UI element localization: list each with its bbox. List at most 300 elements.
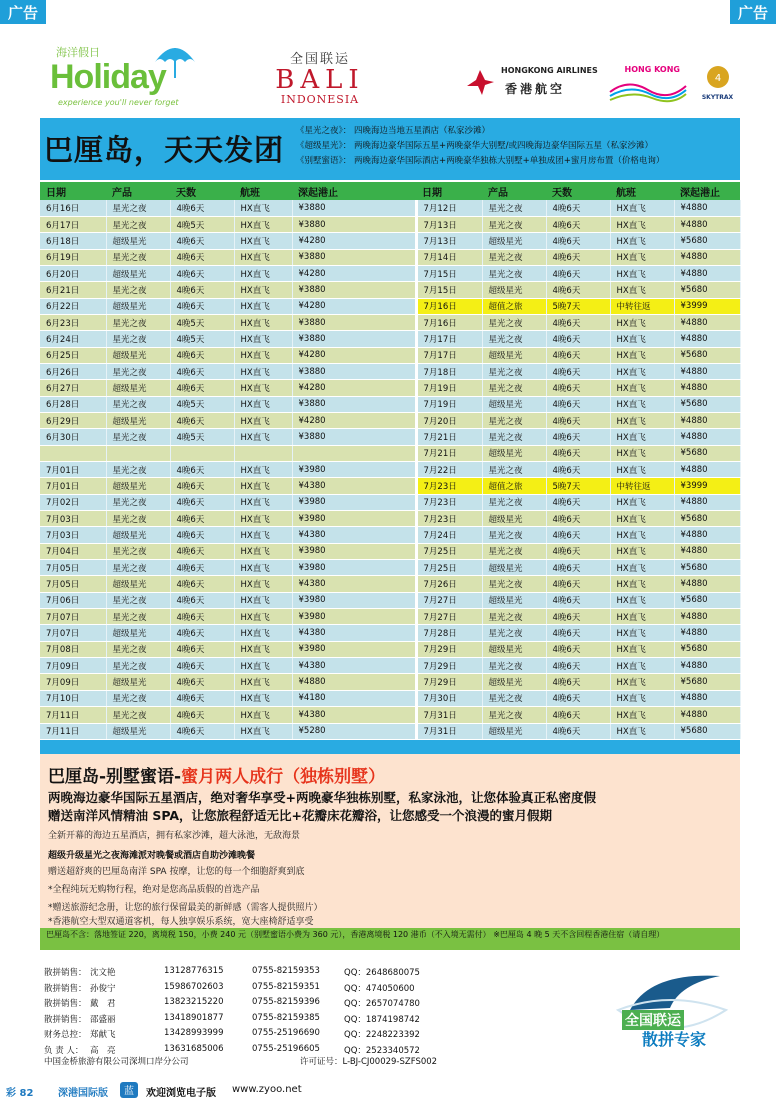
- table-body: [40, 200, 740, 739]
- table-cell: HX直飞: [234, 625, 292, 641]
- table-row: [40, 543, 740, 559]
- table-cell: 4晚6天: [546, 494, 610, 510]
- table-cell: 7月30日: [416, 690, 482, 706]
- table-cell: 星光之夜: [106, 216, 170, 232]
- table-cell: 4晚6天: [546, 380, 610, 396]
- table-cell: 7月25日: [416, 560, 482, 576]
- logo-strip: [40, 36, 740, 112]
- table-cell: HX直飞: [610, 462, 674, 478]
- contact-row: [44, 1028, 604, 1044]
- table-cell: 4晚6天: [170, 282, 234, 298]
- contact-field: 13631685006: [164, 1043, 224, 1054]
- table-cell: HX直飞: [234, 331, 292, 347]
- note-starlight: 《星光之夜》： 四晚海边当地五星酒店（私家沙滩）: [296, 126, 490, 136]
- table-cell: ¥3880: [292, 331, 416, 347]
- table-cell: 4晚6天: [170, 707, 234, 723]
- table-cell: 4晚6天: [546, 543, 610, 559]
- stamp-line-2: 散拼专家: [642, 1030, 707, 1049]
- table-cell: 4晚5天: [170, 396, 234, 412]
- table-cell: 星光之夜: [482, 265, 546, 281]
- contact-field: 0755-25196690: [252, 1028, 320, 1038]
- contact-field: QQ：2523340572: [344, 1045, 420, 1056]
- table-cell: 星光之夜: [482, 331, 546, 347]
- table-row: [40, 576, 740, 592]
- table-row: [40, 462, 740, 478]
- table-cell: 4晚6天: [170, 576, 234, 592]
- table-cell: 超级星光: [106, 723, 170, 739]
- footer: [0, 1081, 776, 1100]
- table-cell: 星光之夜: [106, 511, 170, 527]
- table-cell: 星光之夜: [482, 658, 546, 674]
- table-cell: 6月17日: [40, 216, 106, 232]
- table-cell: 星光之夜: [106, 592, 170, 608]
- column-header: 日期: [40, 182, 106, 200]
- note-super: 《超级星光》： 两晚海边豪华国际五星+两晚豪华大别墅/或四晚海边豪华国际五星（私家沙滩）: [296, 141, 653, 151]
- table-cell: 4晚5天: [170, 314, 234, 330]
- table-cell: 7月05日: [40, 576, 106, 592]
- table-cell: ¥4880: [674, 200, 740, 216]
- promo-line-2: 赠送南洋风情精油 SPA，让您旅程舒适无比+花瓣床花瓣浴，让您感受一个浪漫的蜜月假期: [48, 808, 553, 823]
- table-cell: 7月09日: [40, 658, 106, 674]
- table-cell: 4晚6天: [546, 282, 610, 298]
- hka-english: HONGKONG AIRLINES: [501, 66, 598, 75]
- table-cell: ¥5680: [674, 445, 740, 461]
- table-cell: 超级星光: [106, 347, 170, 363]
- table-cell: HX直飞: [610, 314, 674, 330]
- table-cell: HX直飞: [610, 592, 674, 608]
- contact-field: 财务总控：: [44, 1030, 87, 1040]
- table-cell: ¥4880: [674, 494, 740, 510]
- table-cell: 星光之夜: [106, 560, 170, 576]
- contact-field: QQ：2648680075: [344, 968, 420, 978]
- table-cell: 星光之夜: [482, 249, 546, 265]
- table-cell: HX直飞: [610, 249, 674, 265]
- table-cell: 7月23日: [416, 511, 482, 527]
- table-cell: 5晚7天: [546, 478, 610, 494]
- table-cell: 4晚5天: [170, 429, 234, 445]
- table-cell: 7月29日: [416, 658, 482, 674]
- table-cell: 4晚6天: [170, 478, 234, 494]
- contact-field: 散拼销售：: [44, 968, 87, 978]
- table-cell: HX直飞: [610, 233, 674, 249]
- table-cell: 星光之夜: [482, 200, 546, 216]
- table-cell: HX直飞: [234, 462, 292, 478]
- table-cell: 星光之夜: [106, 494, 170, 510]
- table-cell: 4晚6天: [170, 625, 234, 641]
- table-cell: HX直飞: [234, 200, 292, 216]
- table-cell: 7月08日: [40, 641, 106, 657]
- contact-field: 孙俊宁: [90, 983, 116, 994]
- table-row: [40, 707, 740, 723]
- table-cell: HX直飞: [234, 298, 292, 314]
- table-cell: 7月29日: [416, 674, 482, 690]
- table-cell: 6月19日: [40, 249, 106, 265]
- contact-field: 散拼销售：: [44, 1014, 87, 1025]
- table-cell: 7月21日: [416, 429, 482, 445]
- table-cell: 星光之夜: [106, 707, 170, 723]
- table-cell: HX直飞: [610, 625, 674, 641]
- table-cell: ¥5680: [674, 282, 740, 298]
- table-cell: 星光之夜: [106, 609, 170, 625]
- table-cell: [106, 445, 170, 461]
- table-cell: ¥4880: [674, 265, 740, 281]
- table-cell: 4晚6天: [546, 396, 610, 412]
- ad-tag-left: 广告: [0, 0, 46, 24]
- table-cell: 4晚6天: [546, 690, 610, 706]
- table-cell: 4晚6天: [546, 216, 610, 232]
- table-cell: 6月27日: [40, 380, 106, 396]
- table-cell: 7月27日: [416, 592, 482, 608]
- table-cell: 7月21日: [416, 445, 482, 461]
- table-cell: ¥3880: [292, 429, 416, 445]
- table-cell: ¥3880: [292, 200, 416, 216]
- table-cell: 星光之夜: [482, 363, 546, 379]
- table-cell: HX直飞: [234, 363, 292, 379]
- table-cell: ¥5680: [674, 396, 740, 412]
- table-cell: 5晚7天: [546, 298, 610, 314]
- table-cell: 7月27日: [416, 609, 482, 625]
- table-cell: 7月16日: [416, 314, 482, 330]
- table-cell: 4晚6天: [546, 200, 610, 216]
- table-cell: 4晚6天: [170, 200, 234, 216]
- table-cell: 4晚6天: [170, 658, 234, 674]
- bali-zh: 全国联运: [289, 52, 350, 67]
- table-cell: HX直飞: [234, 511, 292, 527]
- column-header: 产品: [106, 182, 170, 200]
- table-cell: 4晚6天: [170, 543, 234, 559]
- table-cell: ¥4380: [292, 658, 416, 674]
- brand-hongkong-logo: [608, 66, 688, 106]
- contact-field: 15986702603: [164, 981, 224, 992]
- column-header: 航班: [234, 182, 292, 200]
- table-cell: HX直飞: [610, 282, 674, 298]
- table-cell: ¥4280: [292, 412, 416, 428]
- table-cell: 星光之夜: [106, 396, 170, 412]
- table-cell: 星光之夜: [482, 462, 546, 478]
- table-cell: HX直飞: [234, 592, 292, 608]
- banner-title: 巴厘岛，天天发团: [44, 133, 285, 167]
- schedule-table: [40, 182, 741, 740]
- table-cell: 7月13日: [416, 233, 482, 249]
- table-cell: HX直飞: [610, 265, 674, 281]
- table-cell: 4晚6天: [546, 723, 610, 739]
- table-cell: 星光之夜: [106, 641, 170, 657]
- table-cell: 4晚5天: [170, 216, 234, 232]
- table-cell: 7月19日: [416, 396, 482, 412]
- table-cell: HX直飞: [234, 429, 292, 445]
- table-cell: 7月13日: [416, 216, 482, 232]
- table-cell: 4晚6天: [170, 462, 234, 478]
- table-row: [40, 445, 740, 461]
- promo-heading-b: 蜜月两人成行（独栋别墅）: [181, 767, 386, 787]
- table-cell: ¥4880: [674, 576, 740, 592]
- table-cell: [40, 445, 106, 461]
- table-cell: 超级星光: [106, 674, 170, 690]
- table-cell: 7月03日: [40, 527, 106, 543]
- table-cell: 7月05日: [40, 560, 106, 576]
- table-cell: HX直飞: [610, 707, 674, 723]
- table-cell: 4晚6天: [170, 347, 234, 363]
- table-cell: 超级星光: [482, 511, 546, 527]
- table-cell: 7月11日: [40, 723, 106, 739]
- table-row: [40, 412, 740, 428]
- table-row: [40, 249, 740, 265]
- table-cell: ¥5680: [674, 347, 740, 363]
- table-cell: 超级星光: [106, 625, 170, 641]
- table-cell: ¥3980: [292, 462, 416, 478]
- table-cell: 7月07日: [40, 625, 106, 641]
- table-cell: 星光之夜: [482, 707, 546, 723]
- table-row: [40, 298, 740, 314]
- table-cell: 4晚6天: [170, 723, 234, 739]
- contact-field: QQ：2248223392: [344, 1030, 420, 1040]
- table-cell: HX直飞: [234, 658, 292, 674]
- table-cell: 星光之夜: [482, 625, 546, 641]
- table-row: [40, 690, 740, 706]
- table-cell: ¥4880: [674, 429, 740, 445]
- table-cell: 4晚6天: [170, 494, 234, 510]
- table-cell: HX直飞: [610, 331, 674, 347]
- svg-text:4: 4: [714, 73, 721, 84]
- contact-field: QQ：474050600: [344, 983, 415, 994]
- promo-sub-4: *全程纯玩无购物行程，绝对是您高品质假的首选产品: [48, 885, 260, 895]
- table-cell: ¥3980: [292, 560, 416, 576]
- table-cell: HX直飞: [234, 609, 292, 625]
- table-cell: 4晚6天: [546, 592, 610, 608]
- table-cell: 7月01日: [40, 462, 106, 478]
- contact-field: 沈文艳: [90, 968, 116, 978]
- contact-field: QQ：2657074780: [344, 999, 420, 1009]
- column-header: 深起港止: [292, 182, 416, 200]
- table-cell: ¥4880: [674, 363, 740, 379]
- table-cell: 4晚6天: [546, 347, 610, 363]
- column-header: 日期: [416, 182, 482, 200]
- column-header: 天数: [546, 182, 610, 200]
- promo-sub-2: 超级升级星光之夜海滩派对晚餐或酒店自助沙滩晚餐: [48, 851, 256, 861]
- table-cell: 星光之夜: [482, 527, 546, 543]
- contact-field: 邵盛丽: [90, 1014, 116, 1025]
- table-cell: ¥4880: [674, 249, 740, 265]
- table-row: [40, 347, 740, 363]
- contact-row: [44, 1013, 604, 1029]
- banner: [40, 118, 740, 180]
- table-cell: 7月01日: [40, 478, 106, 494]
- table-cell: HX直飞: [610, 347, 674, 363]
- product-notes: [296, 124, 664, 169]
- bali-wordmark: BALI: [275, 65, 365, 95]
- table-cell: ¥5680: [674, 511, 740, 527]
- table-cell: 4晚6天: [170, 641, 234, 657]
- table-cell: ¥5680: [674, 233, 740, 249]
- table-cell: HX直飞: [234, 478, 292, 494]
- table-cell: HX直飞: [610, 658, 674, 674]
- table-cell: 4晚6天: [546, 233, 610, 249]
- table-cell: 7月22日: [416, 462, 482, 478]
- table-cell: 7月11日: [40, 707, 106, 723]
- column-header: 产品: [482, 182, 546, 200]
- note-villa: 《别墅蜜语》： 两晚海边豪华国际酒店+两晚豪华独栋大别墅+单独成团+蜜月房布置（价格电询）: [296, 156, 665, 166]
- table-cell: HX直飞: [610, 609, 674, 625]
- table-cell: 超级星光: [106, 576, 170, 592]
- table-cell: ¥4280: [292, 380, 416, 396]
- table-cell: 超级星光: [106, 233, 170, 249]
- table-cell: 星光之夜: [482, 543, 546, 559]
- table-cell: HX直飞: [610, 445, 674, 461]
- table-cell: ¥4880: [674, 462, 740, 478]
- promo-sub-5: *赠送旅游纪念册，让您的旅行保留最美的新鲜感（需客人提供照片）: [48, 903, 323, 913]
- table-cell: ¥4880: [674, 543, 740, 559]
- table-cell: HX直飞: [610, 511, 674, 527]
- table-cell: HX直飞: [610, 576, 674, 592]
- table-cell: ¥3880: [292, 363, 416, 379]
- table-cell: 超级星光: [482, 445, 546, 461]
- column-header: 深起港止: [674, 182, 740, 200]
- table-cell: 7月06日: [40, 592, 106, 608]
- table-cell: 4晚6天: [170, 233, 234, 249]
- table-cell: HX直飞: [234, 233, 292, 249]
- table-cell: 星光之夜: [482, 216, 546, 232]
- table-cell: 超值之旅: [482, 298, 546, 314]
- table-cell: HX直飞: [234, 527, 292, 543]
- table-row: [40, 592, 740, 608]
- table-cell: ¥4380: [292, 707, 416, 723]
- table-cell: 4晚6天: [546, 249, 610, 265]
- promo-sub-6: *香港航空大型双通道客机，每人独享娱乐系统，宽大座椅舒适享受: [48, 917, 314, 927]
- holiday-tagline: experience you'll never forget: [58, 98, 179, 107]
- table-cell: ¥4880: [674, 609, 740, 625]
- table-cell: HX直飞: [234, 249, 292, 265]
- table-cell: 7月29日: [416, 641, 482, 657]
- table-cell: 4晚6天: [546, 412, 610, 428]
- table-cell: HX直飞: [234, 641, 292, 657]
- table-cell: ¥4280: [292, 265, 416, 281]
- table-cell: 7月12日: [416, 200, 482, 216]
- table-cell: ¥5280: [292, 723, 416, 739]
- table-cell: 超值之旅: [482, 478, 546, 494]
- hka-bauhinia-icon: [465, 68, 495, 96]
- holiday-logo: [50, 40, 200, 112]
- table-cell: HX直飞: [234, 674, 292, 690]
- table-cell: 中转往返: [610, 298, 674, 314]
- contact-row: [44, 966, 604, 982]
- table-cell: 6月28日: [40, 396, 106, 412]
- table-cell: 6月25日: [40, 347, 106, 363]
- table-cell: ¥3880: [292, 396, 416, 412]
- contact-field: 13128776315: [164, 966, 224, 976]
- table-cell: 4晚6天: [546, 674, 610, 690]
- table-row: [40, 641, 740, 657]
- table-cell: 星光之夜: [482, 412, 546, 428]
- table-cell: 7月26日: [416, 576, 482, 592]
- contact-field: 0755-82159353: [252, 966, 320, 976]
- table-row: [40, 380, 740, 396]
- table-cell: 4晚6天: [546, 560, 610, 576]
- table-cell: ¥3980: [292, 511, 416, 527]
- promo-sub-3: 赠送超舒爽的巴厘岛南洋 SPA 按摩，让您的每一个细胞舒爽到底: [48, 867, 305, 877]
- table-cell: 4晚6天: [546, 641, 610, 657]
- license-number: 许可证号：L-BJ-CJ00029-SZFS002: [300, 1057, 438, 1067]
- bali-logo: [245, 48, 395, 108]
- table-cell: 4晚6天: [546, 658, 610, 674]
- table-cell: 超级星光: [482, 396, 546, 412]
- table-cell: 7月23日: [416, 494, 482, 510]
- contact-field: 戴 君: [90, 999, 116, 1009]
- table-cell: ¥5680: [674, 723, 740, 739]
- hongkong-word: HONG KONG: [624, 65, 680, 74]
- table-cell: HX直飞: [234, 690, 292, 706]
- contact-field: QQ：1874198742: [344, 1014, 420, 1025]
- table-cell: HX直飞: [234, 707, 292, 723]
- table-cell: 超级星光: [482, 592, 546, 608]
- table-cell: 4晚6天: [546, 462, 610, 478]
- promo-heading: [48, 762, 385, 787]
- table-cell: ¥4880: [674, 690, 740, 706]
- table-cell: 星光之夜: [106, 282, 170, 298]
- table-row: [40, 723, 740, 739]
- table-cell: 星光之夜: [106, 462, 170, 478]
- ad-tag-right: 广告: [730, 0, 776, 24]
- table-cell: HX直飞: [234, 412, 292, 428]
- table-cell: 7月02日: [40, 494, 106, 510]
- table-cell: 4晚6天: [170, 609, 234, 625]
- promo-heading-a: 巴厘岛-别墅蜜语-: [48, 767, 182, 787]
- table-cell: 4晚6天: [170, 592, 234, 608]
- table-cell: 超级星光: [482, 641, 546, 657]
- skytrax-text: SKYTRAX: [701, 94, 734, 101]
- table-row: [40, 331, 740, 347]
- table-cell: 7月23日: [416, 478, 482, 494]
- table-cell: 7月31日: [416, 723, 482, 739]
- table-cell: HX直飞: [234, 216, 292, 232]
- agency-stamp: [610, 970, 730, 1050]
- table-cell: 星光之夜: [106, 658, 170, 674]
- table-cell: 星光之夜: [482, 576, 546, 592]
- table-cell: 4晚6天: [170, 527, 234, 543]
- table-cell: 6月29日: [40, 412, 106, 428]
- table-row: [40, 233, 740, 249]
- table-cell: 超级星光: [482, 233, 546, 249]
- table-cell: 6月24日: [40, 331, 106, 347]
- table-cell: ¥4880: [674, 707, 740, 723]
- footer-url[interactable]: www.zyoo.net: [232, 1084, 302, 1095]
- table-cell: 星光之夜: [482, 690, 546, 706]
- table-cell: 6月22日: [40, 298, 106, 314]
- table-cell: HX直飞: [234, 723, 292, 739]
- table-cell: HX直飞: [610, 396, 674, 412]
- table-cell: ¥3980: [292, 543, 416, 559]
- table-cell: 星光之夜: [106, 429, 170, 445]
- table-cell: 星光之夜: [106, 331, 170, 347]
- contact-field: 13428993999: [164, 1028, 224, 1038]
- table-cell: ¥5680: [674, 674, 740, 690]
- contact-field: 负 责 人：: [44, 1045, 84, 1056]
- table-cell: 7月10日: [40, 690, 106, 706]
- table-cell: 7月07日: [40, 609, 106, 625]
- table-cell: HX直飞: [234, 265, 292, 281]
- table-cell: ¥4880: [674, 331, 740, 347]
- contact-field: 高 亮: [90, 1045, 116, 1056]
- table-cell: 中转往返: [610, 478, 674, 494]
- table-cell: HX直飞: [610, 690, 674, 706]
- table-cell: 4晚6天: [170, 674, 234, 690]
- table-cell: 4晚6天: [546, 576, 610, 592]
- table-cell: ¥4380: [292, 576, 416, 592]
- table-cell: 4晚6天: [170, 511, 234, 527]
- table-row: [40, 200, 740, 216]
- contact-field: 0755-25196605: [252, 1043, 320, 1054]
- table-cell: ¥3999: [674, 298, 740, 314]
- table-cell: ¥4880: [292, 674, 416, 690]
